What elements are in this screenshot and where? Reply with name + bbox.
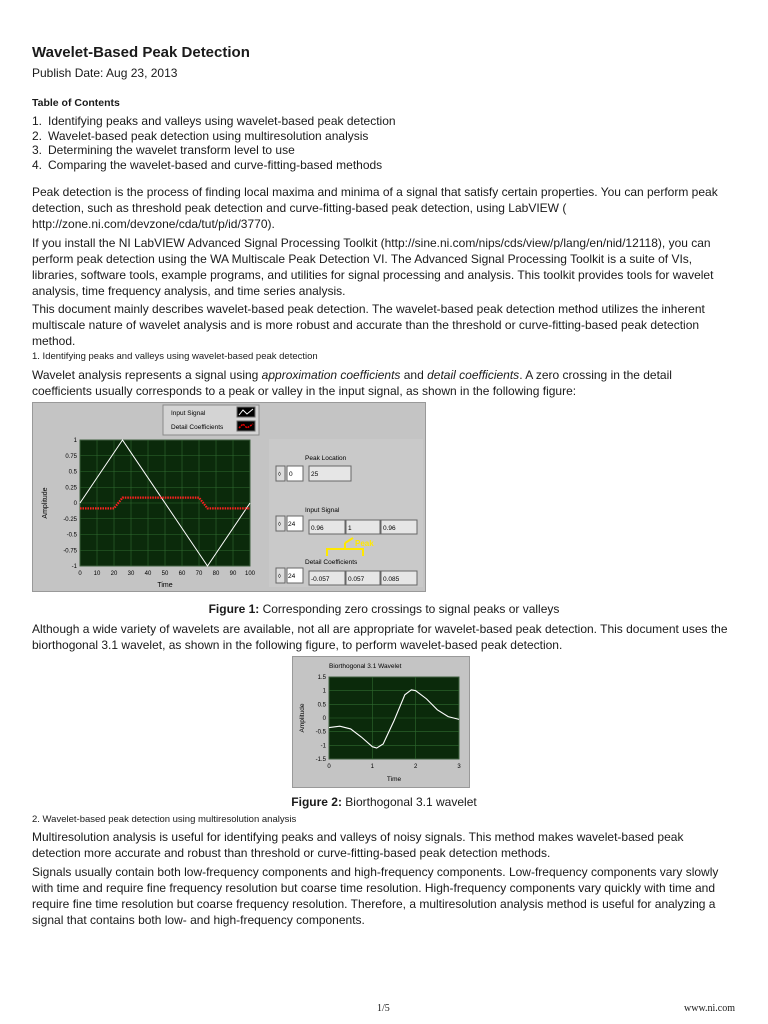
y-tick-label: 1.5 (317, 675, 326, 681)
paragraph-intro: Peak detection is the process of finding local maxima and minima of a signal that satisfy certain properties. You can perform peak detection, such as threshold peak detection and curve-fitting-based peak detection, using LabVIEW ( http://zone.ni.com/devzone/cda/tut/p/id/3770). (32, 185, 718, 231)
figure-2-xlabel: Time (386, 776, 402, 783)
x-tick-label: 80 (212, 571, 220, 577)
x-tick-label: 30 (127, 571, 135, 577)
x-tick-label: 50 (161, 571, 169, 577)
detail-coefficients-label: Detail Coefficients (305, 559, 358, 566)
section-heading-1: 1. Identifying peaks and valleys using wavelet-based peak detection (32, 351, 318, 362)
svg-text:◊: ◊ (278, 574, 281, 580)
x-tick-label: 0 (78, 571, 82, 577)
toc-item[interactable]: 3. Determining the wavelet transform level to use (32, 143, 295, 158)
figure-2-ylabel: Amplitude (299, 703, 306, 733)
legend-detail-coefficients: Detail Coefficients (171, 424, 224, 431)
figure-1-chart (33, 403, 425, 591)
paragraph-multiresolution: Multiresolution analysis is useful for identifying peaks and valleys of noisy signals. This method makes wavelet-based peak detection more accurate and robust than threshold or curve-fitting-based peak detection methods. (32, 830, 684, 860)
paragraph-frequency-components: Signals usually contain both low-frequency components and high-frequency components. Low-frequency components vary slowly with time and require fine frequency resolution but coarse time resolution. High-frequency components vary quickly with time and require fine time resolution but coarse frequency resolution. Therefore, a multiresolution analysis method is useful for analyzing a signal that contains both low- and high-frequency components. (32, 865, 719, 927)
footer-site: www.ni.com (684, 1003, 736, 1014)
svg-text:◊: ◊ (278, 472, 281, 478)
input-index-value: 24 (288, 521, 296, 528)
figure-2-x-ticks (327, 764, 461, 770)
x-tick-label: 2 (413, 764, 418, 770)
input-value: 0.96 (383, 525, 396, 532)
paragraph-wavelet-choice: Although a wide variety of wavelets are available, not all are appropriate for wavelet-based peak detection. This document uses the biorthogonal 3.1 wavelet, as shown in the following figure, to perform wavelet-based peak detection. (32, 622, 728, 652)
y-tick-label: 0 (322, 716, 326, 722)
input-value: 0.96 (311, 525, 324, 532)
page-number: 1/5 (377, 1003, 390, 1014)
y-tick-label: -0.75 (63, 548, 77, 555)
figure-1-panel (32, 402, 426, 592)
toc-item[interactable]: 4. Comparing the wavelet-based and curve-fitting-based methods (32, 157, 383, 172)
paragraph-wavelet-analysis: Wavelet analysis represents a signal using approximation coefficients and detail coefficients. A zero crossing in the detail coefficients usually corresponds to a peak or valley in the input signal, as shown in the following figure: (32, 368, 672, 398)
page-title: Wavelet-Based Peak Detection (32, 44, 250, 61)
figure-1-ylabel: Amplitude (42, 487, 49, 519)
y-tick-label: 0.75 (65, 453, 77, 460)
detail-index-value: 24 (288, 573, 296, 580)
x-tick-label: 10 (93, 571, 101, 577)
detail-value: 0.085 (383, 576, 400, 583)
y-tick-label: -0.5 (315, 729, 326, 736)
toc-heading: Table of Contents (32, 97, 120, 109)
x-tick-label: 3 (457, 764, 461, 770)
figure-2-title: Biorthogonal 3.1 Wavelet (329, 663, 402, 670)
toc-item[interactable]: 2. Wavelet-based peak detection using multiresolution analysis (32, 128, 369, 143)
paragraph-overview: This document mainly describes wavelet-based peak detection. The wavelet-based peak detection method utilizes the inherent multiscale nature of wavelet analysis and is more robust and accurate than the threshold or curve-fitting-based peak detection method. (32, 302, 705, 348)
y-tick-label: -0.5 (66, 532, 77, 539)
figure-2-chart (293, 657, 469, 787)
detail-value: -0.057 (311, 576, 330, 583)
y-tick-label: 0.5 (68, 469, 77, 476)
x-tick-label: 20 (110, 571, 118, 577)
y-tick-label: -1.5 (315, 757, 326, 763)
figure-1-x-ticks (78, 571, 255, 577)
x-tick-label: 40 (144, 571, 152, 577)
peak-index-value: 0 (289, 471, 293, 478)
y-tick-label: -1 (320, 743, 326, 750)
peak-value: 25 (311, 471, 319, 478)
figure-1-caption: Figure 1: Corresponding zero crossings to signal peaks or valleys (208, 602, 560, 616)
y-tick-label: 0.25 (65, 485, 77, 492)
figure-2-caption: Figure 2: Biorthogonal 3.1 wavelet (291, 795, 477, 809)
toc-item[interactable]: 1. Identifying peaks and valleys using wavelet-based peak detection (32, 114, 396, 128)
y-tick-label: -0.25 (63, 516, 77, 523)
svg-text:◊: ◊ (278, 522, 281, 528)
table-of-contents (32, 114, 396, 172)
y-tick-label: 0.5 (317, 702, 326, 709)
y-tick-label: 1 (73, 438, 77, 444)
section-heading-2: 2. Wavelet-based peak detection using multiresolution analysis (32, 814, 297, 825)
x-tick-label: 0 (327, 764, 331, 770)
input-value: 1 (348, 525, 352, 532)
y-tick-label: 1 (322, 688, 326, 695)
figure-1-y-ticks (63, 438, 77, 570)
x-tick-label: 100 (244, 571, 256, 577)
y-tick-label: 0 (73, 501, 77, 507)
peak-annotation: Peak (355, 539, 374, 548)
legend-input-signal: Input Signal (171, 410, 206, 417)
x-tick-label: 90 (229, 571, 237, 577)
x-tick-label: 1 (370, 764, 375, 770)
figure-2-y-ticks (316, 675, 327, 763)
x-tick-label: 60 (178, 571, 186, 577)
figure-2-panel (292, 656, 470, 788)
detail-value: 0.057 (348, 576, 365, 583)
paragraph-toolkit: If you install the NI LabVIEW Advanced Signal Processing Toolkit (http://sine.ni.com/nips/cds/view/p/lang/en/nid/12118), you can perform peak detection using the WA Multiscale Peak Detection VI. The Advanced Signal Processing Toolkit is a suite of VIs, libraries, software tools, example programs, and utilities for signal processing and analysis. This toolkit provides tools for wavelet analysis, time frequency analysis, and time series analysis. (32, 236, 714, 298)
x-tick-label: 70 (195, 571, 203, 577)
figure-1-xlabel: Time (157, 582, 173, 589)
y-tick-label: -1 (71, 564, 77, 570)
publish-date: Publish Date: Aug 23, 2013 (32, 66, 178, 80)
peak-location-label: Peak Location (305, 455, 347, 462)
input-signal-label: Input Signal (305, 507, 340, 514)
